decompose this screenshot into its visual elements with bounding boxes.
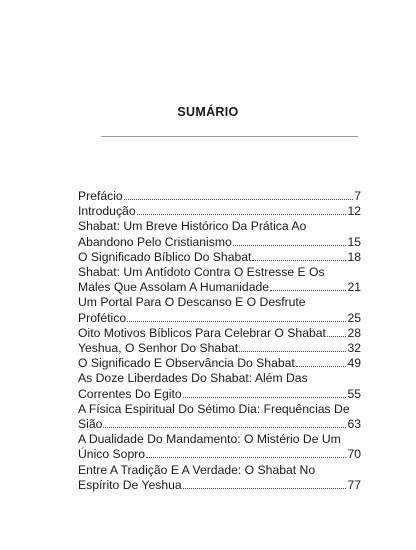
toc-entry-leader-line xyxy=(78,356,361,371)
dot-leader xyxy=(183,397,347,398)
toc-entry-title: Oito Motivos Bíblicos Para Celebrar O Shabat xyxy=(78,325,326,340)
toc-page-number: 12 xyxy=(347,204,361,219)
toc-entry-title-line: As Doze Liberdades Do Shabat: Além Das xyxy=(78,371,308,386)
toc-page-number: 63 xyxy=(347,417,361,432)
table-of-contents xyxy=(78,189,361,493)
toc-entry-title: Correntes Do Egito xyxy=(78,386,182,401)
toc-entry-leader-line xyxy=(78,478,361,493)
toc-entry-title-line: Um Portal Para O Descanso E O Desfrute xyxy=(78,295,306,310)
toc-title: SUMÁRIO xyxy=(177,105,239,119)
toc-entry-leader-line xyxy=(78,417,361,432)
dot-leader xyxy=(239,351,346,352)
dot-leader xyxy=(252,260,346,261)
toc-page-number: 7 xyxy=(354,189,361,203)
title-divider xyxy=(101,136,358,137)
toc-entry-title: Profético xyxy=(78,310,127,325)
toc-page-number: 18 xyxy=(347,249,361,264)
toc-entry-leader-line xyxy=(78,326,361,341)
toc-entry-title: Sião xyxy=(78,417,103,432)
toc-page-number: 28 xyxy=(347,325,361,340)
toc-entry-title: Males Que Assolam A Humanidade xyxy=(78,280,270,295)
dot-leader xyxy=(296,366,347,367)
toc-entry[interactable] xyxy=(78,189,361,204)
toc-entry[interactable] xyxy=(78,295,361,325)
toc-entry[interactable] xyxy=(78,402,361,432)
dot-leader xyxy=(103,427,346,428)
dot-leader xyxy=(327,336,347,337)
toc-entry-title-line: Entre A Tradição E A Verdade: O Shabat No xyxy=(78,462,316,477)
toc-entry-title: O Significado E Observância Do Shabat xyxy=(78,356,295,371)
toc-entry[interactable] xyxy=(78,326,361,341)
toc-entry[interactable] xyxy=(78,204,361,219)
dot-leader xyxy=(137,214,347,215)
toc-entry-leader-line xyxy=(78,189,361,204)
toc-entry-leader-line xyxy=(78,235,361,250)
toc-entry-leader-line xyxy=(78,447,361,462)
toc-page-number: 49 xyxy=(347,356,361,371)
toc-entry[interactable] xyxy=(78,265,361,295)
dot-leader xyxy=(127,321,346,322)
toc-entry-title: Espírito De Yeshua xyxy=(78,477,182,492)
toc-entry-title: Prefácio xyxy=(78,189,123,203)
toc-entry-title-line: A Dualidade Do Mandamento: O Mistério De Um xyxy=(78,432,341,447)
toc-entry-title: Único Sopro xyxy=(78,447,146,462)
toc-entry[interactable] xyxy=(78,432,361,462)
toc-entry-title-line: Shabat: Um Antídoto Contra O Estresse E Os xyxy=(78,265,325,280)
toc-page-number: 15 xyxy=(347,234,361,249)
toc-page-number: 70 xyxy=(347,447,361,462)
dot-leader xyxy=(233,245,347,246)
toc-entry-leader-line xyxy=(78,204,361,219)
toc-entry-title: O Significado Bíblico Do Shabat xyxy=(78,249,252,264)
toc-entry-title: Yeshua, O Senhor Do Shabat xyxy=(78,341,239,356)
toc-entry-leader-line xyxy=(78,280,361,295)
toc-entry-title: Abandono Pelo Cristianismo xyxy=(78,234,232,249)
dot-leader xyxy=(270,290,346,291)
toc-entry-title-line: A Física Espiritual Do Sétimo Dia: Frequências De xyxy=(78,401,350,416)
toc-entry-title: Introdução xyxy=(78,204,136,219)
toc-entry-leader-line xyxy=(78,311,361,326)
toc-entry-leader-line xyxy=(78,250,361,265)
toc-entry[interactable] xyxy=(78,341,361,356)
toc-entry[interactable] xyxy=(78,250,361,265)
dot-leader xyxy=(124,199,354,200)
toc-page-number: 77 xyxy=(347,477,361,492)
dot-leader xyxy=(146,457,346,458)
toc-entry[interactable] xyxy=(78,463,361,493)
toc-page-number: 21 xyxy=(347,280,361,295)
toc-entry-title-line: Shabat: Um Breve Histórico Da Prática Ao xyxy=(78,219,307,234)
toc-page-number: 32 xyxy=(347,341,361,356)
toc-entry-leader-line xyxy=(78,341,361,356)
toc-entry[interactable] xyxy=(78,371,361,401)
toc-page-number: 25 xyxy=(347,310,361,325)
toc-entry-leader-line xyxy=(78,387,361,402)
toc-entry[interactable] xyxy=(78,356,361,371)
toc-entry[interactable] xyxy=(78,219,361,249)
toc-page-number: 55 xyxy=(347,386,361,401)
dot-leader xyxy=(183,488,347,489)
